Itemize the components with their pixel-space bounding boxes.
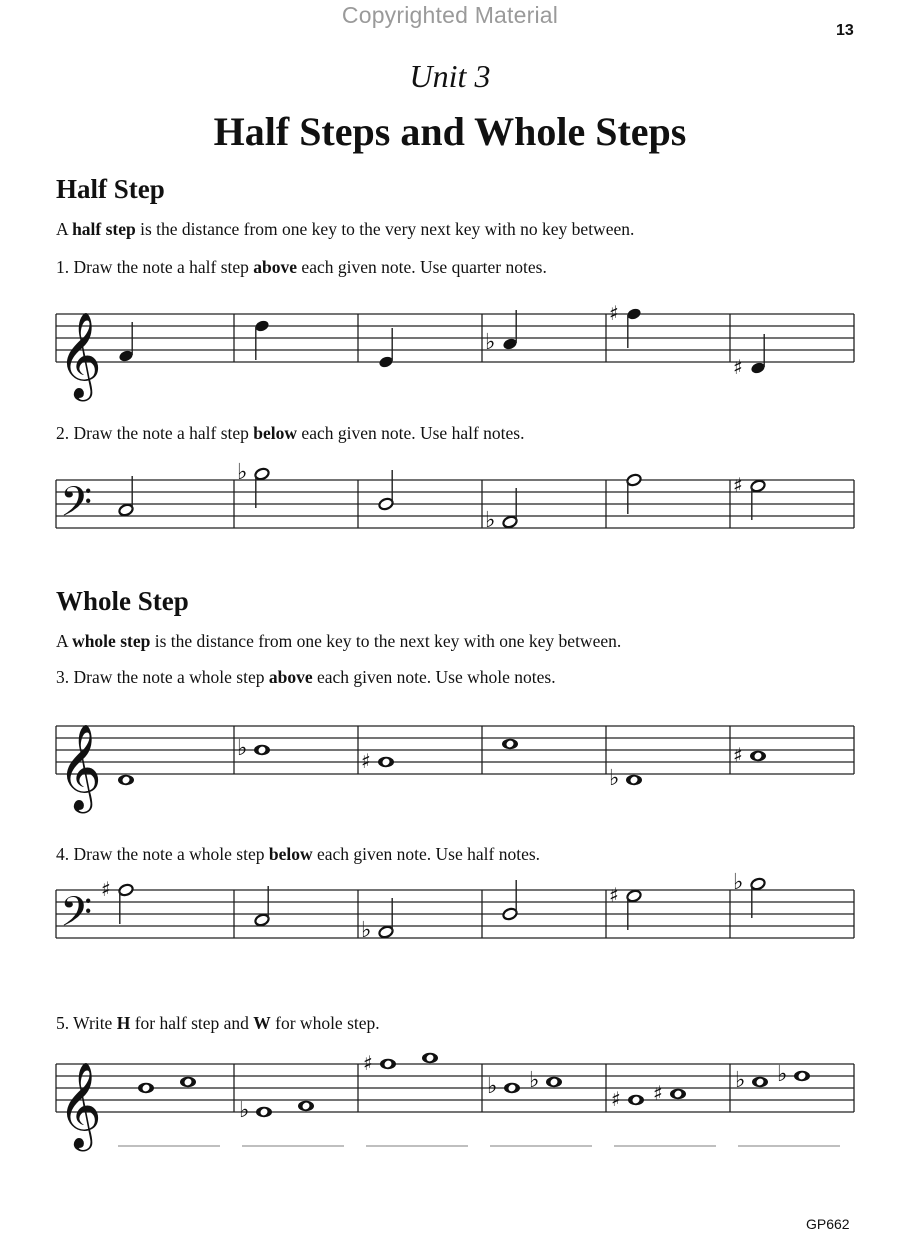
- instruction-keyword: below: [268, 844, 313, 864]
- instruction-text: each given note. Use quarter notes.: [297, 257, 547, 277]
- exercise-5-staff[interactable]: [0, 1050, 900, 1160]
- page-number: 13: [836, 22, 854, 39]
- definition-text: is the distance from one key to the next key with one key between.: [150, 631, 622, 651]
- definition-text: is the distance from one key to the very next key with no key between.: [135, 219, 635, 239]
- instruction-text: 2. Draw the note a half step: [56, 423, 254, 443]
- instruction-keyword: H: [116, 1013, 131, 1033]
- half-note: [254, 886, 270, 927]
- whole-note: [298, 1101, 314, 1111]
- exercise-4-instruction: [56, 844, 540, 865]
- exercise-2-instruction: [56, 423, 524, 444]
- definition-text: A: [56, 219, 73, 239]
- bass-clef-icon: 𝄢: [60, 888, 93, 946]
- instruction-text: for half step and: [130, 1013, 254, 1033]
- copyright-watermark: Copyrighted Material: [341, 2, 559, 28]
- definition-text: A: [56, 631, 73, 651]
- treble-clef-icon: 𝄞: [58, 312, 102, 398]
- quarter-note: [118, 322, 134, 363]
- whole-note: [380, 1059, 396, 1069]
- instruction-text: for whole step.: [270, 1013, 380, 1033]
- definition-term: half step: [72, 219, 136, 239]
- page-title: Half Steps and Whole Steps: [213, 109, 687, 154]
- instruction-keyword: W: [253, 1013, 271, 1033]
- whole-note: [118, 775, 134, 785]
- whole-note: [752, 1077, 768, 1087]
- instruction-text: each given note. Use whole notes.: [312, 667, 556, 687]
- flat-icon: ♭: [361, 918, 372, 943]
- quarter-note: [626, 307, 642, 348]
- instruction-text: each given note. Use half notes.: [312, 844, 541, 864]
- quarter-note: [254, 319, 270, 360]
- quarter-note: [750, 334, 766, 375]
- exercise-3-staff[interactable]: [0, 712, 900, 812]
- whole-note: [670, 1089, 686, 1099]
- instruction-keyword: above: [268, 667, 313, 687]
- whole-note: [794, 1071, 810, 1081]
- half-note: [626, 889, 642, 930]
- flat-icon: ♭: [239, 1098, 250, 1123]
- treble-clef-icon: 𝄞: [58, 724, 102, 810]
- whole-note: [138, 1083, 154, 1093]
- definition-term: whole step: [72, 631, 151, 651]
- instruction-keyword: above: [253, 257, 298, 277]
- sharp-icon: ♯: [653, 1081, 663, 1105]
- half-step-heading: Half Step: [56, 174, 165, 204]
- half-note: [626, 473, 642, 514]
- exercise-5-instruction: [56, 1013, 380, 1034]
- sharp-icon: ♯: [609, 883, 619, 907]
- exercise-1-instruction: [56, 257, 547, 278]
- quarter-note: [378, 328, 394, 369]
- sharp-icon: ♯: [361, 749, 371, 773]
- exercise-3-instruction: [56, 667, 556, 688]
- instruction-keyword: below: [253, 423, 298, 443]
- whole-note: [422, 1053, 438, 1063]
- whole-note: [504, 1083, 520, 1093]
- flat-icon: ♭: [529, 1068, 540, 1093]
- whole-step-definition: [56, 631, 621, 652]
- flat-icon: ♭: [237, 460, 248, 485]
- half-note: [254, 467, 270, 508]
- half-step-definition: [56, 219, 634, 240]
- half-note: [750, 479, 766, 520]
- half-note: [118, 883, 134, 924]
- exercise-2-staff[interactable]: [0, 460, 900, 566]
- bass-clef-icon: 𝄢: [60, 478, 93, 536]
- treble-clef-icon: 𝄞: [58, 1062, 102, 1148]
- sharp-icon: ♯: [733, 355, 743, 379]
- whole-note: [254, 745, 270, 755]
- exercise-4-staff[interactable]: [0, 870, 900, 976]
- half-note: [118, 476, 134, 517]
- sharp-icon: ♯: [733, 473, 743, 497]
- sharp-icon: ♯: [363, 1051, 373, 1075]
- publisher-code: GP662: [806, 1216, 850, 1232]
- instruction-text: each given note. Use half notes.: [297, 423, 525, 443]
- whole-note: [502, 739, 518, 749]
- flat-icon: ♭: [237, 736, 248, 761]
- flat-icon: ♭: [735, 1068, 746, 1093]
- half-note: [378, 898, 394, 939]
- flat-icon: ♭: [485, 508, 496, 533]
- flat-icon: ♭: [777, 1062, 788, 1087]
- flat-icon: ♭: [485, 330, 496, 355]
- sharp-icon: ♯: [609, 301, 619, 325]
- sharp-icon: ♯: [733, 743, 743, 767]
- half-note: [750, 877, 766, 918]
- whole-note: [546, 1077, 562, 1087]
- whole-note: [628, 1095, 644, 1105]
- flat-icon: ♭: [733, 870, 744, 895]
- whole-note: [626, 775, 642, 785]
- whole-note: [378, 757, 394, 767]
- flat-icon: ♭: [487, 1074, 498, 1099]
- instruction-text: 1. Draw the note a half step: [56, 257, 254, 277]
- whole-note: [256, 1107, 272, 1117]
- half-note: [502, 880, 518, 921]
- half-note: [378, 470, 394, 511]
- half-note: [502, 488, 518, 529]
- whole-note: [750, 751, 766, 761]
- instruction-text: 4. Draw the note a whole step: [56, 844, 269, 864]
- exercise-1-staff[interactable]: [0, 300, 900, 400]
- whole-step-heading: Whole Step: [56, 586, 189, 616]
- flat-icon: ♭: [609, 766, 620, 791]
- sharp-icon: ♯: [101, 877, 111, 901]
- instruction-text: 5. Write: [56, 1013, 117, 1033]
- sharp-icon: ♯: [611, 1087, 621, 1111]
- unit-title: Unit 3: [409, 58, 491, 94]
- instruction-text: 3. Draw the note a whole step: [56, 667, 269, 687]
- whole-note: [180, 1077, 196, 1087]
- quarter-note: [502, 310, 518, 351]
